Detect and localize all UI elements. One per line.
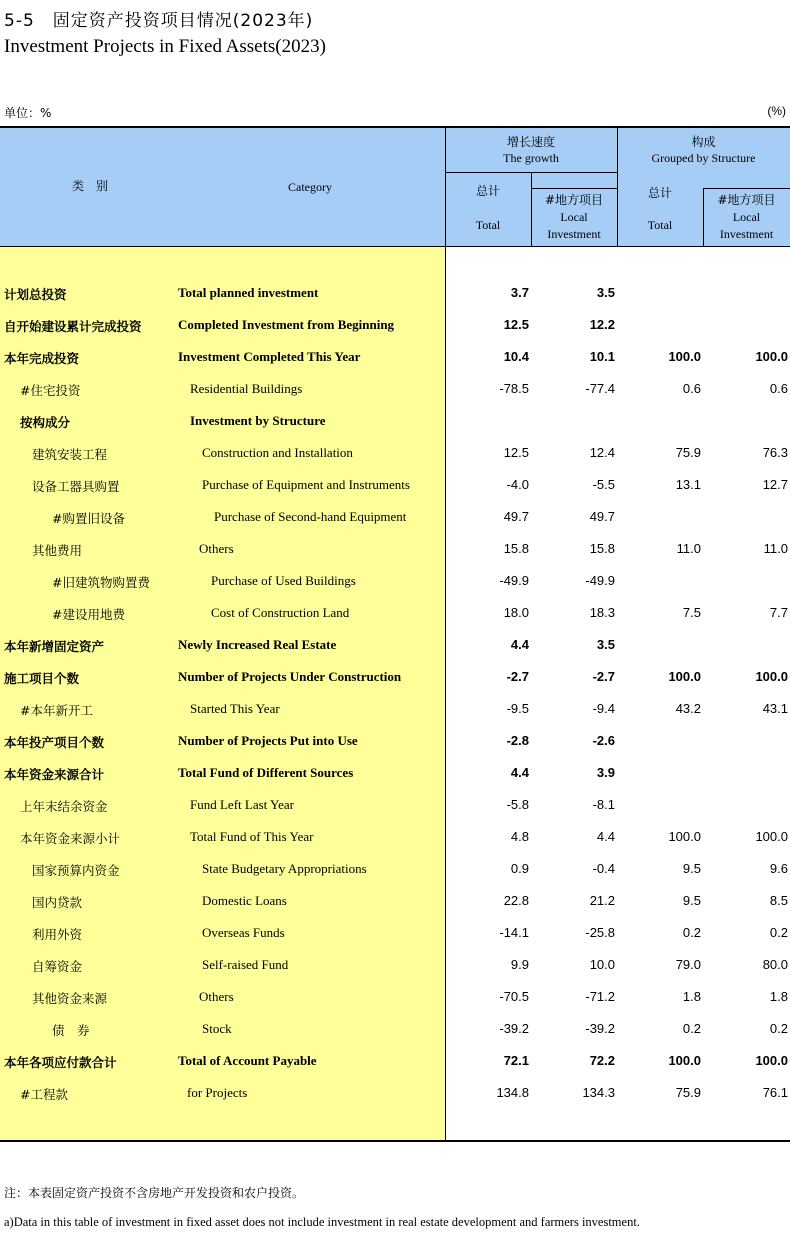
row-label-en: Self-raised Fund [202,957,289,972]
structure-total-value: 9.5 [682,893,701,908]
unit-label: 单位：% [4,106,52,120]
structure-local-value: 100.0 [755,829,788,844]
growth-local-value: 3.5 [596,637,615,652]
row-label-en: for Projects [187,1085,248,1100]
structure-total-value: 75.9 [675,1085,701,1100]
growth-local-value: 10.0 [589,957,615,972]
growth-total-value: 12.5 [503,317,529,332]
growth-total-value: 4.8 [510,829,529,844]
row-label-en: Total planned investment [178,285,319,300]
table-row [0,598,790,630]
structure-total-value: 13.1 [675,477,701,492]
row-label-cn: 利用外资 [32,927,83,942]
structure-local-value: 9.6 [769,861,788,876]
row-label-cn: 按构成分 [20,415,71,430]
row-label-en: Stock [202,1021,232,1036]
header-structure-cn: 构成 [691,135,716,149]
table-row [0,662,790,694]
page-title-en: Investment Projects in Fixed Assets(2023) [4,36,326,57]
table-row [0,310,790,342]
row-label-cn: 本年资金来源合计 [4,767,105,782]
row-label-en: Completed Investment from Beginning [178,317,395,332]
header-growth-total-en: Total [475,218,501,232]
row-label-en: Fund Left Last Year [190,797,294,812]
header-category-en: Category [288,180,332,194]
row-label-cn: 设备工器具购置 [32,479,120,494]
data-table [0,126,790,1142]
table-row [0,694,790,726]
growth-local-value: -25.8 [585,925,615,940]
growth-total-value: -5.8 [506,797,529,812]
row-label-en: Overseas Funds [202,925,285,940]
table-row [0,502,790,534]
structure-local-value: 0.2 [769,1021,788,1036]
row-label-en: Total of Account Payable [178,1053,317,1068]
table-row [0,790,790,822]
structure-local-value: 0.2 [769,925,788,940]
header-growth-local-en1: Local [560,210,588,224]
growth-total-value: 22.8 [503,893,529,908]
growth-total-value: 3.7 [510,285,529,300]
table-row [0,854,790,886]
table-row [0,566,790,598]
structure-local-value: 80.0 [762,957,788,972]
row-label-cn: 其他费用 [32,543,83,558]
header-growth-local-en2: Investment [547,227,601,241]
growth-local-value: -2.6 [592,733,615,748]
row-label-en: Newly Increased Real Estate [178,637,337,652]
structure-local-rule [703,188,790,189]
growth-total-value: 49.7 [503,509,529,524]
growth-total-value: -39.2 [499,1021,529,1036]
table-row [0,470,790,502]
structure-local-value: 12.7 [762,477,788,492]
row-label-en: Others [199,541,234,556]
growth-local-value: -2.7 [592,669,615,684]
growth-local-value: 3.5 [596,285,615,300]
structure-total-value: 100.0 [668,1053,701,1068]
header-structure-local-en2: Investment [719,227,774,241]
header-structure-local-cn: #地方项目 [717,193,776,207]
header-category-cn: 类 别 [71,179,108,193]
row-label-en: Investment Completed This Year [178,349,361,364]
footnote-en: a)Data in this table of investment in fixed asset does not include investment in real estate development and farmers investment. [4,1215,640,1229]
row-label-en: Investment by Structure [190,413,326,428]
growth-local-value: 134.3 [582,1085,615,1100]
growth-total-value: -9.5 [506,701,529,716]
structure-total-value: 1.8 [682,989,701,1004]
growth-total-value: 134.8 [496,1085,529,1100]
table-row [0,1014,790,1046]
header-growth-total-cn: 总计 [475,184,500,198]
structure-total-value: 9.5 [682,861,701,876]
header-structure-en: Grouped by Structure [651,151,756,165]
growth-local-value: 4.4 [596,829,615,844]
row-label-cn: 本年各项应付款合计 [4,1055,117,1070]
structure-total-value: 11.0 [676,541,701,556]
row-label-en: Others [199,989,234,1004]
growth-total-value: 15.8 [503,541,529,556]
growth-local-value: 10.1 [589,349,615,364]
structure-total-value: 100.0 [668,349,701,364]
growth-local-value: -77.4 [585,381,615,396]
row-label-cn: 计划总投资 [4,287,67,302]
table-row [0,406,790,438]
header-structure-total-en: Total [647,218,673,232]
row-label-cn: 本年投产项目个数 [4,735,105,750]
growth-total-value: 4.4 [510,765,529,780]
row-label-cn: 建筑安装工程 [32,447,108,462]
row-label-en: Purchase of Used Buildings [211,573,356,588]
row-label-cn: #建设用地费 [52,607,125,622]
row-label-en: Domestic Loans [202,893,287,908]
growth-total-value: 18.0 [503,605,529,620]
table-row [0,758,790,790]
structure-total-value: 75.9 [675,445,701,460]
header-bottom-rule [0,246,790,247]
growth-local-value: 21.2 [589,893,615,908]
growth-total-value: -2.7 [506,669,529,684]
structure-local-value: 76.1 [762,1085,788,1100]
growth-total-value: 9.9 [510,957,529,972]
table-row [0,534,790,566]
table-row [0,438,790,470]
growth-total-value: -70.5 [499,989,529,1004]
growth-local-value: -71.2 [585,989,615,1004]
row-label-en: Total Fund of This Year [190,829,314,844]
row-label-cn: 其他资金来源 [32,991,108,1006]
structure-total-value: 7.5 [682,605,701,620]
structure-total-value: 100.0 [668,829,701,844]
row-label-cn: #住宅投资 [20,383,81,398]
structure-total-value: 0.2 [682,1021,701,1036]
growth-local-value: 15.8 [589,541,615,556]
table-row [0,726,790,758]
structure-local-value: 100.0 [755,1053,788,1068]
table-row [0,630,790,662]
growth-total-value: 10.4 [503,349,529,364]
table-row [0,918,790,950]
row-label-en: Number of Projects Under Construction [178,669,402,684]
row-label-en: Residential Buildings [190,381,303,396]
row-label-cn: 上年末结余资金 [20,799,108,814]
row-label-cn: #旧建筑物购置费 [52,575,150,590]
growth-total-value: -14.1 [499,925,529,940]
growth-header-rule [445,172,617,173]
header-growth-cn: 增长速度 [506,135,555,149]
growth-total-value: -78.5 [499,381,529,396]
structure-local-value: 11.0 [763,541,788,556]
structure-local-value: 0.6 [769,381,788,396]
row-label-en: Started This Year [190,701,280,716]
growth-total-value: 0.9 [510,861,529,876]
row-label-cn: #购置旧设备 [52,511,125,526]
header-structure-total-cn: 总计 [647,186,672,200]
growth-local-value: 18.3 [589,605,615,620]
row-label-cn: 国家预算内资金 [32,863,120,878]
structure-total-value: 100.0 [668,669,701,684]
row-label-en: Construction and Installation [202,445,353,460]
row-label-cn: 本年完成投资 [4,351,80,366]
table-row [0,1078,790,1110]
growth-local-value: 3.9 [596,765,615,780]
header-growth-en: The growth [503,151,559,165]
growth-total-value: 72.1 [503,1053,529,1068]
row-label-en: State Budgetary Appropriations [202,861,367,876]
structure-local-value: 100.0 [755,349,788,364]
growth-total-value: -4.0 [506,477,529,492]
table-top-rule [0,126,790,128]
structure-local-value: 7.7 [769,605,788,620]
page-title-cn: 5-5 固定资产投资项目情况(2023年) [4,11,314,31]
growth-local-rule [531,188,617,189]
row-label-cn: 自开始建设累计完成投资 [4,319,142,334]
structure-total-value: 79.0 [675,957,701,972]
row-label-cn: 本年新增固定资产 [4,639,105,654]
growth-local-value: 72.2 [589,1053,615,1068]
structure-total-value: 0.6 [682,381,701,396]
growth-local-value: 12.2 [589,317,615,332]
table-row [0,950,790,982]
row-label-cn: #工程款 [20,1087,68,1102]
structure-total-value: 43.2 [675,701,701,716]
table-row [0,886,790,918]
table-row [0,1046,790,1078]
table-row [0,822,790,854]
row-label-cn: 施工项目个数 [4,671,80,686]
row-label-cn: 自筹资金 [32,959,83,974]
row-label-en: Total Fund of Different Sources [178,765,354,780]
growth-local-value: 12.4 [589,445,615,460]
table-row [0,342,790,374]
structure-local-value: 76.3 [762,445,788,460]
structure-total-value: 0.2 [682,925,701,940]
growth-total-value: -49.9 [499,573,529,588]
table-bottom-rule [0,1140,790,1142]
row-label-cn: #本年新开工 [20,703,93,718]
growth-local-value: -8.1 [592,797,615,812]
header-structure-local-en1: Local [732,210,761,224]
growth-local-value: -5.5 [592,477,615,492]
footnote-cn: 注：本表固定资产投资不含房地产开发投资和农户投资。 [4,1186,305,1200]
row-label-cn: 本年资金来源小计 [20,831,121,846]
row-label-en: Purchase of Equipment and Instruments [202,477,410,492]
header-growth-local-cn: #地方项目 [544,193,604,207]
structure-local-value: 100.0 [755,669,788,684]
row-label-en: Cost of Construction Land [211,605,350,620]
growth-local-value: -0.4 [592,861,615,876]
growth-total-value: 12.5 [503,445,529,460]
growth-local-value: -39.2 [585,1021,615,1036]
table-row [0,278,790,310]
table-row [0,374,790,406]
structure-local-value: 1.8 [769,989,788,1004]
structure-local-value: 8.5 [769,893,788,908]
growth-total-value: -2.8 [506,733,529,748]
row-label-en: Purchase of Second-hand Equipment [214,509,407,524]
row-label-cn: 国内贷款 [32,895,83,910]
table-row [0,982,790,1014]
growth-total-value: 4.4 [510,637,529,652]
row-label-cn: 债 券 [52,1023,90,1038]
unit-percent-label: (%) [767,104,786,118]
growth-local-value: -9.4 [592,701,615,716]
structure-local-value: 43.1 [762,701,788,716]
growth-local-value: 49.7 [589,509,615,524]
row-label-en: Number of Projects Put into Use [178,733,358,748]
growth-local-value: -49.9 [585,573,615,588]
